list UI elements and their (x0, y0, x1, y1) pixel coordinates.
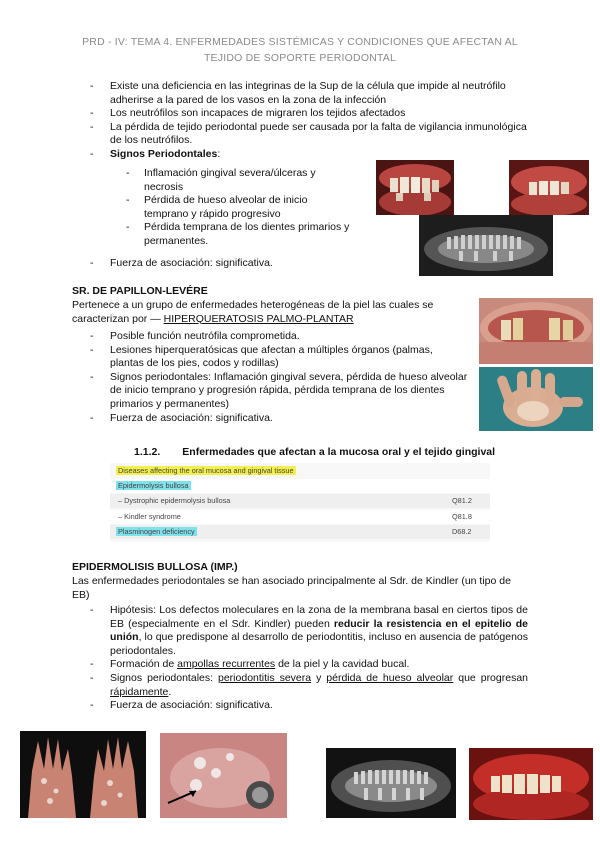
list-item: - Los neutrófilos son incapaces de migraren los tejidos afectados (90, 107, 527, 121)
table-row: – Kindler syndrome Q81.8 (110, 510, 490, 524)
list-item: - Fuerza de asociación: significativa. (90, 257, 390, 271)
list-item: - Inflamación gingival severa/úlceras y necrosis (126, 167, 354, 194)
oral-blister-photo (160, 733, 287, 818)
papillon-teeth-photo (479, 298, 593, 364)
page-header (40, 34, 560, 66)
section1-list (90, 80, 527, 162)
list-item: - La pérdida de tejido periodontal puede ser causada por la falta de vigilancia inmunológica de los neutrófilos. (90, 121, 527, 148)
list-item: - Hipótesis: Los defectos moleculares en la zona de la membrana basal en ciertos tipos de EB (especialmente en el Sdr. Kindler) pueden reducir la resistencia en el epitelio de unión, lo que predispone al desarrollo de periodontitis, incluso en ausencia de patógenos periodontales. (90, 604, 528, 658)
dental-photo-1 (376, 160, 454, 215)
epidermolisis-intro: Las enfermedades periodontales se han asociado principalmente al Sdr. de Kindler (un tipo de EB) (72, 575, 511, 601)
papillon-intro: Pertenece a un grupo de enfermedades heterogéneas de la piel las cuales se caracterizan por — HIPERQUERATOSIS PALMO-PLANTAR (72, 299, 434, 325)
hands-photo (20, 731, 146, 818)
subsection-heading: 1.1.2. Enfermedades que afectan a la mucosa oral y el tejido gingival (134, 446, 496, 458)
papillon-title: SR. DE PAPILLON-LEVÉRE (72, 285, 208, 297)
epidermolisis-title: EPIDERMOLISIS BULLOSA (IMP.) (72, 561, 238, 573)
epidermolisis-list (90, 604, 528, 713)
list-item: - Signos Periodontales: (90, 148, 527, 162)
hiperqueratosis-term: HIPERQUERATOSIS PALMO-PLANTAR (163, 312, 354, 325)
list-item: - Signos periodontales: Inflamación gingival severa, pérdida de hueso alveolar de inicio temprano y progresión rápida, pérdida temprana de los dientes primarios y permanentes) (90, 371, 468, 412)
signs-label: Signos Periodontales (110, 147, 218, 160)
section1-list-end (90, 257, 390, 271)
papillon-list (90, 330, 468, 425)
list-item: - Posible función neutrófila comprometida. (90, 330, 468, 344)
list-item: - Pérdida temprana de los dientes primarios y permanentes. (126, 221, 354, 248)
classification-table (110, 463, 490, 542)
list-item: - Formación de ampollas recurrentes de la piel y la cavidad bucal. (90, 658, 528, 672)
gingival-photo (469, 748, 593, 820)
panoramic-xray-2 (326, 748, 456, 818)
list-item: - Existe una deficiencia en las integrinas de la Sup de la célula que impide al neutrófilo adherirse a la pared de los vasos en la zona de la infección (90, 80, 527, 107)
list-item: - Lesiones hiperqueratósicas que afectan a múltiples órganos (palmas, plantas de los pies, codos y rodillas) (90, 344, 468, 371)
papillon-palm-photo (479, 367, 593, 431)
table-row: Epidermolysis bullosa (110, 479, 490, 493)
dental-photo-2 (509, 160, 589, 215)
list-item: - Fuerza de asociación: significativa. (90, 699, 528, 713)
panoramic-xray-1 (419, 215, 553, 276)
list-item: - Fuerza de asociación: significativa. (90, 412, 468, 426)
header-line-1: PRD - IV: TEMA 4. ENFERMEDADES SISTÉMICAS Y CONDICIONES QUE AFECTAN AL (82, 36, 518, 48)
list-item: - Signos periodontales: periodontitis severa y pérdida de hueso alveolar que progresan rápidamente. (90, 672, 528, 699)
table-row: Diseases affecting the oral mucosa and gingival tissue (118, 466, 294, 475)
list-item: - Pérdida de hueso alveolar de inicio temprano y rápido progresivo (126, 194, 354, 221)
signs-sublist (126, 167, 354, 249)
table-row: Plasminogen deficiency D68.2 (110, 525, 490, 539)
header-line-2: TEJIDO DE SOPORTE PERIODONTAL (203, 52, 397, 64)
table-row: – Dystrophic epidermolysis bullosa Q81.2 (110, 494, 490, 508)
